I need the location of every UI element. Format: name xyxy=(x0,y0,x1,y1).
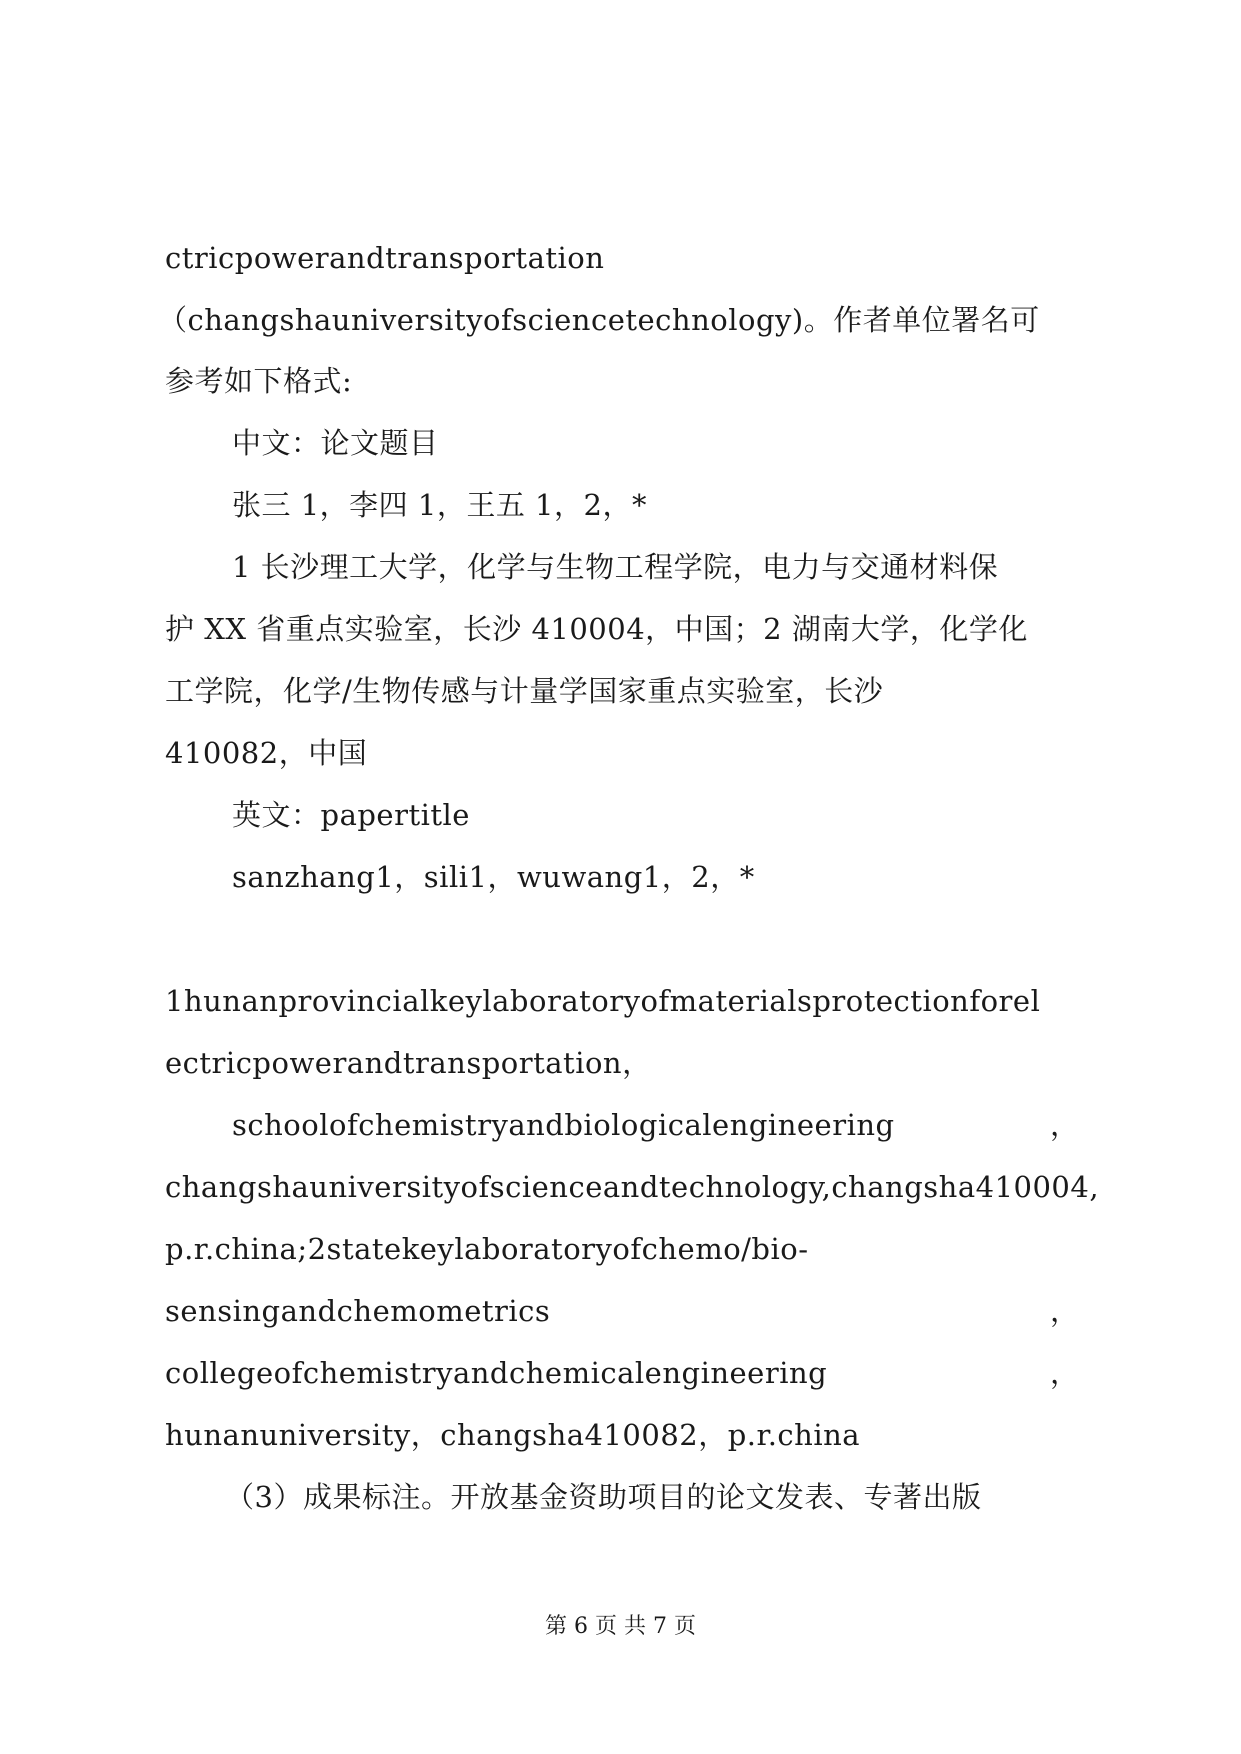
text-line: 中文：论文题目 xyxy=(232,426,439,460)
text-line: 张三 1，李四 1，王五 1，2，* xyxy=(232,488,647,522)
text-line: changshauniversityofscienceandtechnology,changsha410004, xyxy=(165,1170,1100,1204)
trailing-comma: ， xyxy=(1050,1108,1080,1142)
text-line: hunanuniversity，changsha410082，p.r.china xyxy=(165,1418,861,1452)
text-line: sanzhang1，sili1，wuwang1，2，* xyxy=(232,860,755,894)
page-number-footer: 第 6 页 共 7 页 xyxy=(545,1614,696,1639)
trailing-comma: ， xyxy=(1050,1356,1080,1390)
trailing-comma: ， xyxy=(1050,1294,1080,1328)
text-line: 410082，中国 xyxy=(165,736,368,770)
text-line: sensingandchemometrics xyxy=(165,1294,551,1328)
text-line: schoolofchemistryandbiologicalengineering xyxy=(232,1108,895,1142)
text-line: 英文：papertitle xyxy=(232,798,470,832)
text-line: 1 长沙理工大学，化学与生物工程学院，电力与交通材料保 xyxy=(232,550,999,584)
text-line: （changshauniversityofsciencetechnology)。作者单位署名可 xyxy=(158,303,1040,337)
text-line: collegeofchemistryandchemicalengineering xyxy=(165,1356,828,1390)
text-line: p.r.china;2statekeylaboratoryofchemo/bio- xyxy=(165,1232,809,1266)
text-line: 1hunanprovincialkeylaboratoryofmaterialsprotectionforel xyxy=(165,984,1041,1018)
text-line: ectricpowerandtransportation， xyxy=(165,1046,652,1080)
text-line: ctricpowerandtransportation xyxy=(165,241,605,275)
text-line: 工学院，化学/生物传感与计量学国家重点实验室，长沙 xyxy=(165,674,884,708)
text-line: 参考如下格式: xyxy=(165,364,353,398)
text-line: （3）成果标注。开放基金资助项目的论文发表、专著出版 xyxy=(225,1480,982,1514)
text-line: 护 XX 省重点实验室，长沙 410004，中国；2 湖南大学，化学化 xyxy=(165,612,1028,646)
